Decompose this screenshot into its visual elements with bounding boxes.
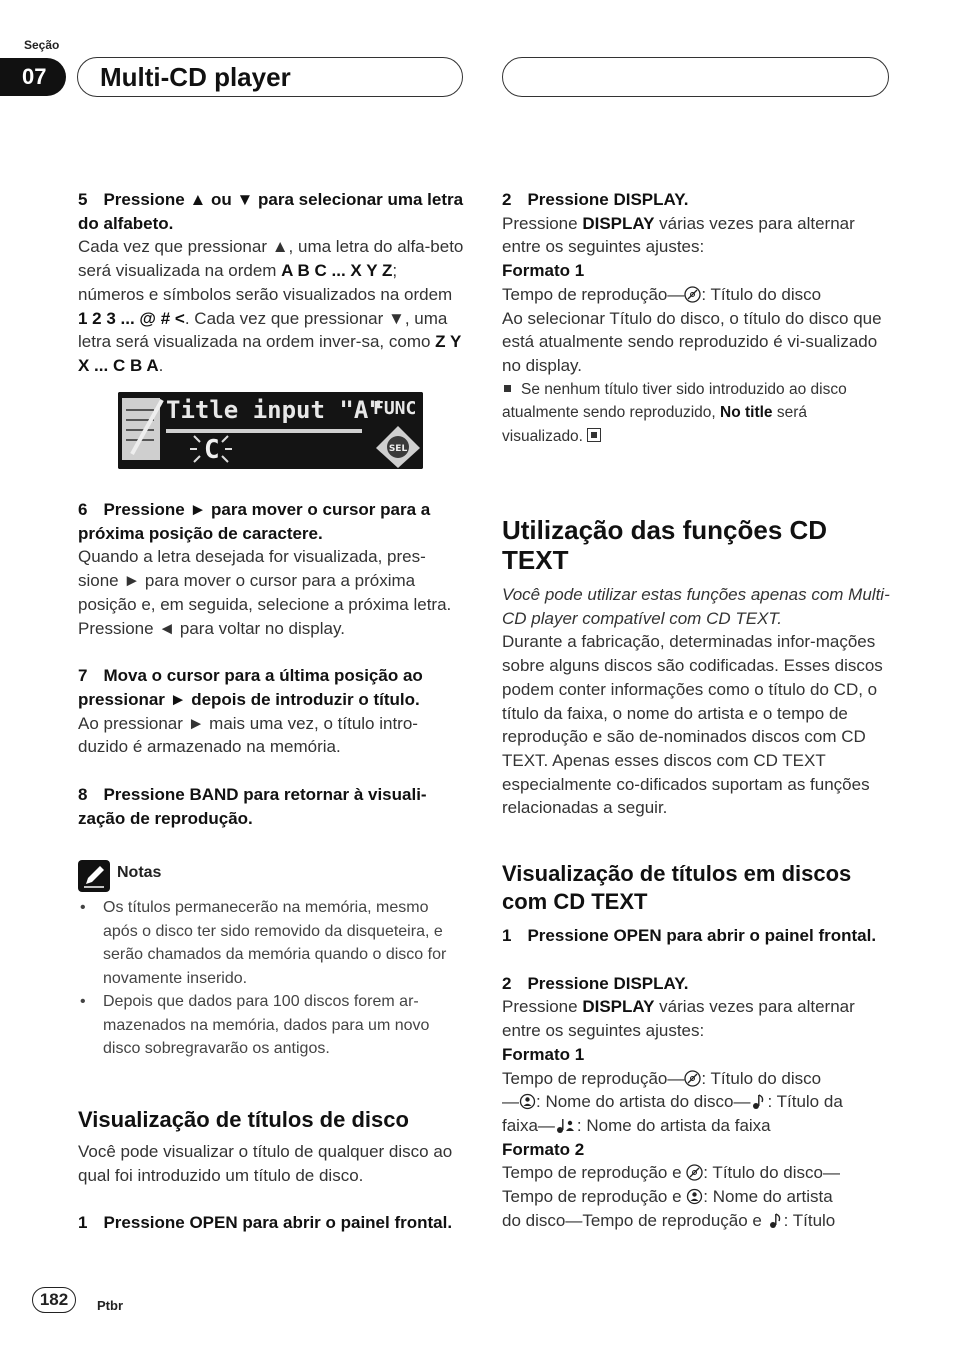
header-empty-box xyxy=(502,57,889,97)
cd-text-titles-heading: Visualização de títulos em discos com CD TEXT xyxy=(502,861,852,914)
lcd-title-text: Title input "A" xyxy=(166,396,383,424)
f2-line-3: do disco—Tempo de reprodução e : Título xyxy=(502,1210,836,1230)
right-column xyxy=(502,188,890,448)
cd-text-heading: Utilização das funções CD TEXT xyxy=(502,515,828,575)
end-mark-icon xyxy=(587,428,601,442)
note-item: • Os títulos permanecerão na memória, mesmo após o disco ter sido removido da disqueteira, e serão chamados da memória quando o disco for novamente inserido. xyxy=(78,896,464,990)
track-icon xyxy=(767,1212,784,1229)
left-column xyxy=(78,188,464,378)
step-6-text: Quando a letra desejada for visualizada, pres-sione ► para mover o cursor para a próxima posição e, em seguida, selecione a próxima letra. Pressione ◄ para voltar no display. xyxy=(78,547,452,638)
blinking-char-icon xyxy=(190,435,232,465)
section-number-badge: 07 xyxy=(0,58,66,96)
lcd-func-text: FUNC xyxy=(373,398,417,419)
disc-icon xyxy=(684,286,701,303)
step-2-text: Pressione DISPLAY várias vezes para alternar entre os seguintes ajustes: xyxy=(502,213,855,257)
cd-text-italic: Você pode utilizar estas funções apenas com Multi-CD player compatível com CD TEXT. xyxy=(502,585,890,628)
s2-text: Pressione DISPLAY várias vezes para alternar entre os seguintes ajustes: xyxy=(502,997,855,1041)
lcd-display-image xyxy=(118,392,423,469)
page-title: Multi-CD player xyxy=(77,57,463,97)
s1-heading: 1 Pressione OPEN para abrir o painel frontal. xyxy=(502,926,877,945)
cd-text-section xyxy=(502,515,890,820)
note-item: • Depois que dados para 100 discos forem ar-mazenados na memória, dados para um novo disco sobregravarão os antigos. xyxy=(78,990,464,1061)
track-icon xyxy=(750,1093,767,1110)
f2-label: Formato 2 xyxy=(502,1139,585,1159)
artist-icon xyxy=(686,1188,703,1205)
step-7-text: Ao pressionar ► mais uma vez, o título intro-duzido é armazenado na memória. xyxy=(78,713,418,757)
f1-line-3: faixa— : Nome do artista da faixa xyxy=(502,1115,771,1135)
format-1-line: Tempo de reprodução— : Título do disco xyxy=(502,284,822,304)
step-6-heading: 6 Pressione ► para mover o cursor para a próxima posição de caractere. xyxy=(78,500,431,543)
page-number: 182 xyxy=(32,1287,76,1313)
cd-text-body: Durante a fabricação, determinadas infor-mações sobre alguns discos são codificadas. Esses discos podem conter informações como o título do CD, o título da faixa, o nome do artista e o tempo de reprodução e são de-nominados discos com CD TEXT. Apenas esses discos com CD TEXT especialmente co-dificados suportam as funções relacionadas a seguir. xyxy=(502,632,883,818)
lcd-artwork xyxy=(118,392,423,469)
svg-text:C: C xyxy=(204,435,220,465)
format-1-desc: Ao selecionar Título do disco, o título do disco que está atualmente sendo reproduzido é vi-sualizado no display. xyxy=(502,308,882,375)
step-2-heading: 2 Pressione DISPLAY. xyxy=(502,190,689,209)
f1-line-2: — : Nome do artista do disco— : Título da xyxy=(502,1092,843,1112)
step-1-heading: 1 Pressione OPEN para abrir o painel frontal. xyxy=(78,1213,453,1233)
notes-list xyxy=(78,896,464,1061)
cd-text-titles-section xyxy=(502,860,890,1232)
section-label: Seção xyxy=(24,38,60,52)
format-1-label: Formato 1 xyxy=(502,261,585,281)
disc-title-text: Você pode visualizar o título de qualquer disco ao qual foi introduzido um título de disco. xyxy=(78,1142,453,1185)
notepad-icon xyxy=(122,398,162,460)
notes-pencil-icon xyxy=(78,860,110,892)
language-label: Ptbr xyxy=(97,1298,123,1313)
f2-line-1: Tempo de reprodução e : Título do disco— xyxy=(502,1163,840,1183)
disc-icon xyxy=(686,1164,703,1181)
f2-line-2: Tempo de reprodução e : Nome do artista xyxy=(502,1187,833,1207)
svg-text:SEL: SEL xyxy=(388,444,408,454)
track-artist-icon xyxy=(555,1117,577,1134)
step-5-text: Cada vez que pressionar ▲, uma letra do alfa-beto será visualizada na ordem A B C ... X Y Z; números e símbolos serão visualizados na ordem 1 2 3 ... @ # <. Cada vez que pressionar ▼, uma letra será visualizada na ordem inver-sa, como Z Y X ... C B A. xyxy=(78,237,464,375)
step-7-heading: 7 Mova o cursor para a última posição ao pressionar ► depois de introduzir o título. xyxy=(78,666,423,709)
left-column-2 xyxy=(78,498,464,830)
step-8-heading: 8 Pressione BAND para retornar à visuali-zação de reprodução. xyxy=(78,785,427,828)
notes-title: Notas xyxy=(117,864,162,881)
s2-heading: 2 Pressione DISPLAY. xyxy=(502,973,689,993)
artist-icon xyxy=(519,1093,536,1110)
no-title-note: Se nenhum título tiver sido introduzido ao disco atualmente sendo reproduzido, No title será visualizado. xyxy=(502,380,847,445)
f1-line-1: Tempo de reprodução— : Título do disco xyxy=(502,1068,822,1088)
step-5-heading: 5 Pressione ▲ ou ▼ para selecionar uma letra do alfabeto. xyxy=(78,190,464,233)
disc-icon xyxy=(684,1070,701,1087)
left-column-3 xyxy=(78,1106,464,1235)
disc-title-heading: Visualização de títulos de disco xyxy=(78,1107,409,1132)
f1-label: Formato 1 xyxy=(502,1044,585,1064)
